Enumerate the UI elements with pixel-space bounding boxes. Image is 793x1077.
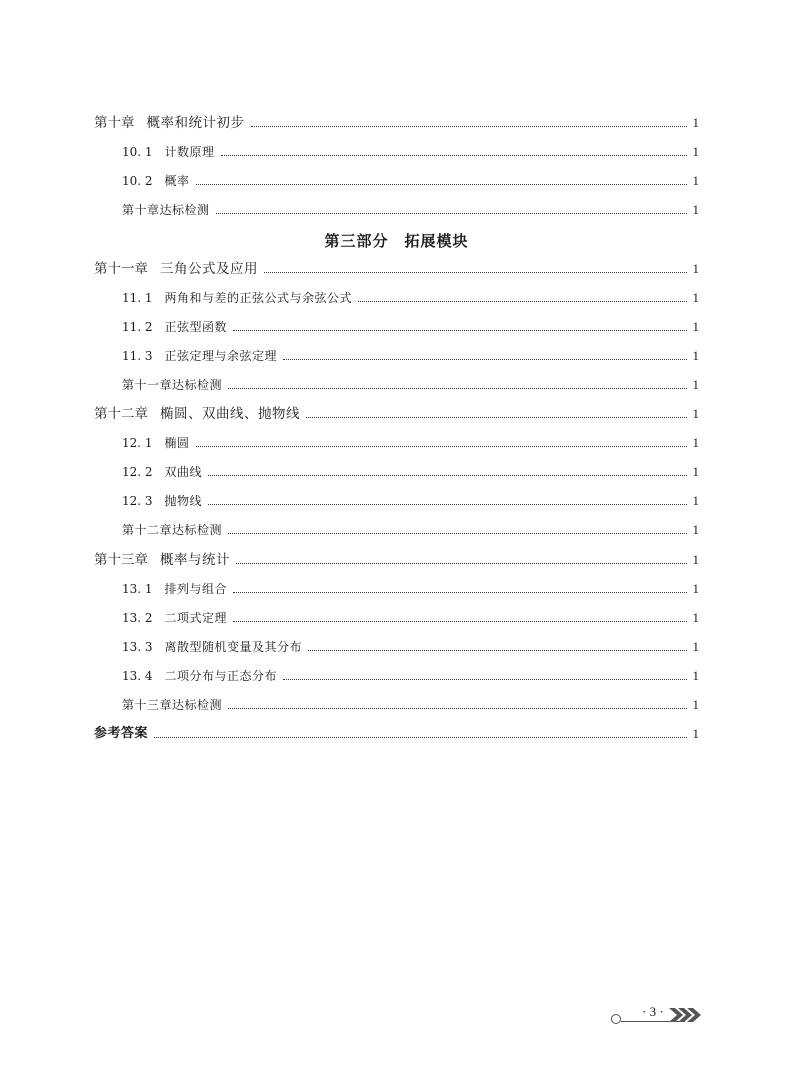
dot-leader <box>228 707 686 709</box>
toc-entry-number: 12. 3 <box>122 494 153 508</box>
dot-leader <box>216 212 687 214</box>
toc-section-entry[interactable] <box>122 576 699 598</box>
toc-section-entry[interactable] <box>122 488 699 510</box>
toc-entry-number: 11. 3 <box>122 349 153 363</box>
dot-leader <box>358 300 686 302</box>
dot-leader <box>228 387 686 389</box>
toc-section-entry[interactable] <box>122 663 699 685</box>
toc-page-number: 1 <box>692 552 699 567</box>
dot-leader <box>283 678 686 680</box>
dot-leader <box>306 416 687 418</box>
toc-page-number: 1 <box>692 348 699 363</box>
dot-leader <box>236 562 687 564</box>
toc-page-number: 1 <box>692 581 699 596</box>
toc-entry-title: 概率 <box>164 174 190 188</box>
toc-entry-title: 二项式定理 <box>164 611 228 625</box>
toc-entry-number: 12. 1 <box>122 436 153 450</box>
toc-entry-number: 12. 2 <box>122 465 153 479</box>
toc-entry-number: 10. 1 <box>122 145 153 159</box>
toc-page-number: 1 <box>692 115 699 130</box>
toc-entry-title: 计数原理 <box>164 145 215 159</box>
toc-entry-number: 13. 3 <box>122 640 153 654</box>
part-heading: 第三部分 拓展模块 <box>324 232 469 250</box>
toc-page-number: 1 <box>692 319 699 334</box>
toc-chapter-entry[interactable] <box>94 401 699 423</box>
toc-answers-entry[interactable] <box>94 721 699 743</box>
toc-page-number: 1 <box>692 406 699 421</box>
toc-entry-title: 抛物线 <box>164 494 203 508</box>
toc-entry-title: 第十一章达标检测 <box>122 378 223 392</box>
toc-entry-title: 两角和与差的正弦公式与余弦公式 <box>164 291 353 305</box>
toc-page-number: 1 <box>692 522 699 537</box>
dot-leader <box>233 329 686 331</box>
toc-entry-title: 三角公式及应用 <box>160 261 258 277</box>
toc-section-entry[interactable] <box>122 372 699 394</box>
toc-entry-number: 第十三章 <box>94 552 148 568</box>
toc-page-number: 1 <box>692 435 699 450</box>
toc-section-entry[interactable] <box>122 314 699 336</box>
toc-section-entry[interactable] <box>122 168 699 190</box>
toc-entry-number: 11. 1 <box>122 291 153 305</box>
toc-section-entry[interactable] <box>122 634 699 656</box>
toc-entry-number: 13. 1 <box>122 582 153 596</box>
toc-section-entry[interactable] <box>122 517 699 539</box>
toc-entry-title: 正弦定理与余弦定理 <box>164 349 278 363</box>
toc-page-number: 1 <box>692 493 699 508</box>
dot-leader <box>208 474 686 476</box>
toc-page-number: 1 <box>692 464 699 479</box>
toc-entry-title: 第十三章达标检测 <box>122 698 223 712</box>
toc-entry-title: 排列与组合 <box>164 582 228 596</box>
toc-page-number: 1 <box>692 726 699 741</box>
dot-leader <box>264 271 687 273</box>
toc-page-number: 1 <box>692 261 699 276</box>
toc-section-entry[interactable] <box>122 285 699 307</box>
toc-section-entry[interactable] <box>122 430 699 452</box>
toc-entry-title: 椭圆 <box>164 436 190 450</box>
toc-page-number: 1 <box>692 290 699 305</box>
toc-entry-number: 第十二章 <box>94 406 148 422</box>
toc-entry-title: 离散型随机变量及其分布 <box>164 640 303 654</box>
toc-entry-title: 概率与统计 <box>160 552 230 568</box>
dot-leader <box>196 183 687 185</box>
page-number: · 3 · <box>639 1004 667 1020</box>
toc-entry-title: 二项分布与正态分布 <box>164 669 278 683</box>
toc-page-number: 1 <box>692 668 699 683</box>
toc-page-number: 1 <box>692 697 699 712</box>
toc-entry-number: 第十一章 <box>94 261 148 277</box>
toc-entry-number: 13. 4 <box>122 669 153 683</box>
toc-page-number: 1 <box>692 144 699 159</box>
toc-entry-title: 正弦型函数 <box>164 320 228 334</box>
toc-section-entry[interactable] <box>122 197 699 219</box>
dot-leader <box>228 532 686 534</box>
dot-leader <box>251 125 687 127</box>
toc-entry-number: 13. 2 <box>122 611 153 625</box>
toc-page-number: 1 <box>692 610 699 625</box>
toc-page-number: 1 <box>692 377 699 392</box>
dot-leader <box>308 649 686 651</box>
toc-entry-title: 第十章达标检测 <box>122 203 210 217</box>
dot-leader <box>154 736 686 738</box>
toc-entry-title: 椭圆、双曲线、抛物线 <box>160 406 300 422</box>
toc-section-entry[interactable] <box>122 459 699 481</box>
toc-entry-number: 10. 2 <box>122 174 153 188</box>
page-footer <box>605 1004 705 1024</box>
toc-entry-title: 参考答案 <box>94 726 149 741</box>
toc-page-number: 1 <box>692 202 699 217</box>
toc-chapter-entry[interactable] <box>94 110 699 132</box>
toc-section-entry[interactable] <box>122 692 699 714</box>
dot-leader <box>208 503 686 505</box>
toc-chapter-entry[interactable] <box>94 547 699 569</box>
toc-chapter-entry[interactable] <box>94 256 699 278</box>
dot-leader <box>196 445 687 447</box>
toc-section-entry[interactable] <box>122 343 699 365</box>
toc-section-entry[interactable] <box>122 139 699 161</box>
toc-entry-number: 11. 2 <box>122 320 153 334</box>
circle-icon <box>611 1014 621 1024</box>
dot-leader <box>221 154 687 156</box>
double-chevron-right-icon <box>669 1006 703 1024</box>
toc-page-number: 1 <box>692 173 699 188</box>
toc-entry-title: 双曲线 <box>164 465 203 479</box>
toc-entry-title: 概率和统计初步 <box>146 115 245 131</box>
toc-entry-title: 第十二章达标检测 <box>122 523 223 537</box>
dot-leader <box>233 620 686 622</box>
dot-leader <box>233 591 686 593</box>
toc-entry-number: 第十章 <box>94 115 135 131</box>
toc-section-entry[interactable] <box>122 605 699 627</box>
dot-leader <box>283 358 686 360</box>
toc-page-number: 1 <box>692 639 699 654</box>
